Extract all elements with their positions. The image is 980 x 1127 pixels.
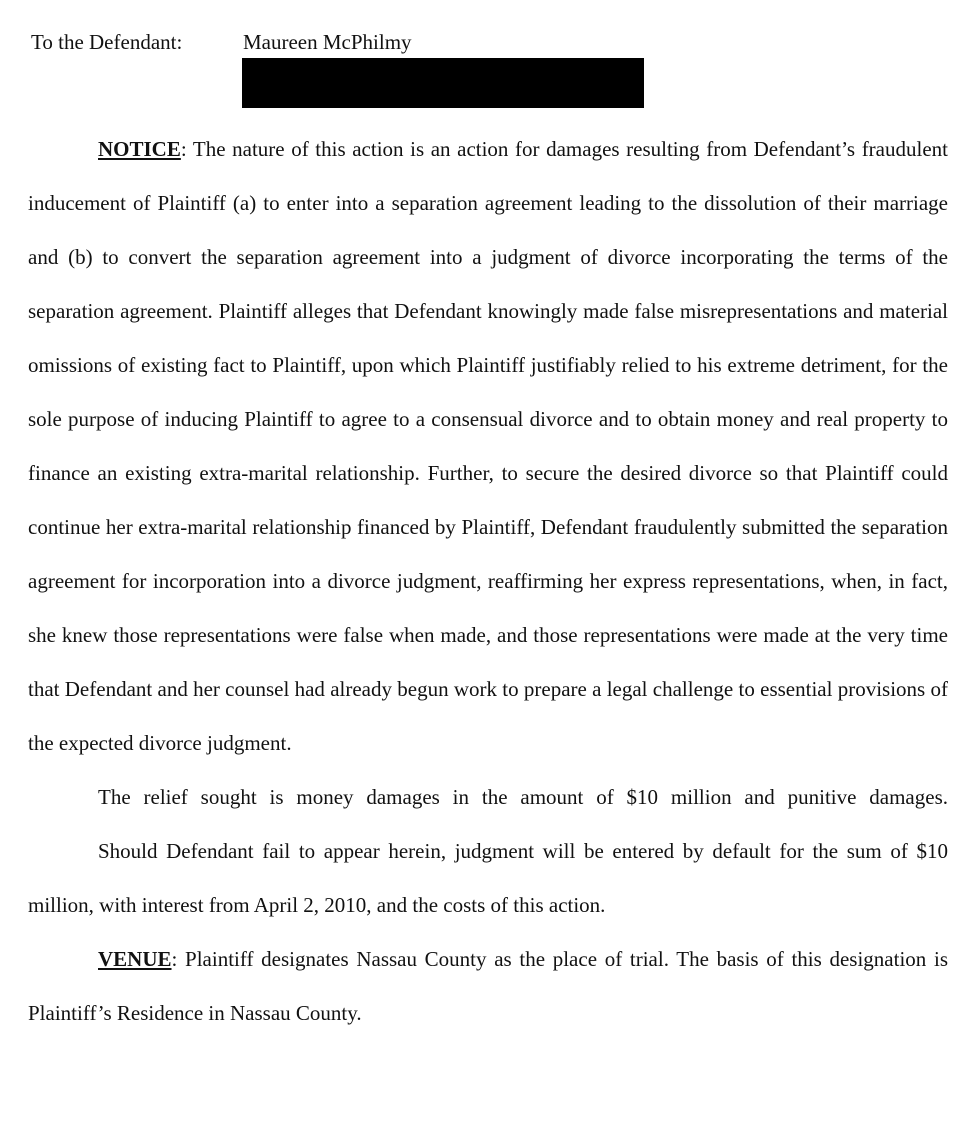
notice-heading: NOTICE [98, 137, 181, 161]
relief-paragraph: The relief sought is money damages in the amount of $10 million and punitive damages. [98, 785, 948, 809]
default-paragraph: Should Defendant fail to appear herein, judgment will be entered by default for the sum of $10 million, with interest from April 2, 2010, and the costs of this action. [28, 839, 948, 917]
defendant-name: Maureen McPhilmy [243, 30, 412, 54]
redacted-address-block [242, 58, 644, 108]
venue-paragraph [28, 932, 948, 1040]
venue-text: : Plaintiff designates Nassau County as the place of trial. The basis of this designation is Plaintiff’s Residence in Nassau County. [28, 947, 948, 1025]
addressee-label: To the Defendant: [31, 30, 183, 54]
document-body [28, 122, 948, 1040]
notice-paragraph [28, 122, 948, 770]
notice-text: : The nature of this action is an action for damages resulting from Defendant’s fraudulent inducement of Plaintiff (a) to enter into a separation agreement leading to the dissolution of their marriage and (b) to convert the separation agreement into a judgment of divorce incorporating the terms of the separation agreement. Plaintiff alleges that Defendant knowingly made false misrepresentations and material omissions of existing fact to Plaintiff, upon which Plaintiff justifiably relied to his extreme detriment, for the sole purpose of inducing Plaintiff to agree to a consensual divorce and to obtain money and real property to finance an existing extra-marital relationship. Further, to secure the desired divorce so that Plaintiff could continue her extra-marital relationship financed by Plaintiff, Defendant fraudulently submitted the separation agreement for incorporation into a divorce judgment, reaffirming her express representations, when, in fact, she knew those representations were false when made, and those representations were made at the very time that Defendant and her counsel had already begun work to prepare a legal challenge to essential provisions of the expected divorce judgment. [28, 137, 948, 755]
venue-heading: VENUE [98, 947, 172, 971]
